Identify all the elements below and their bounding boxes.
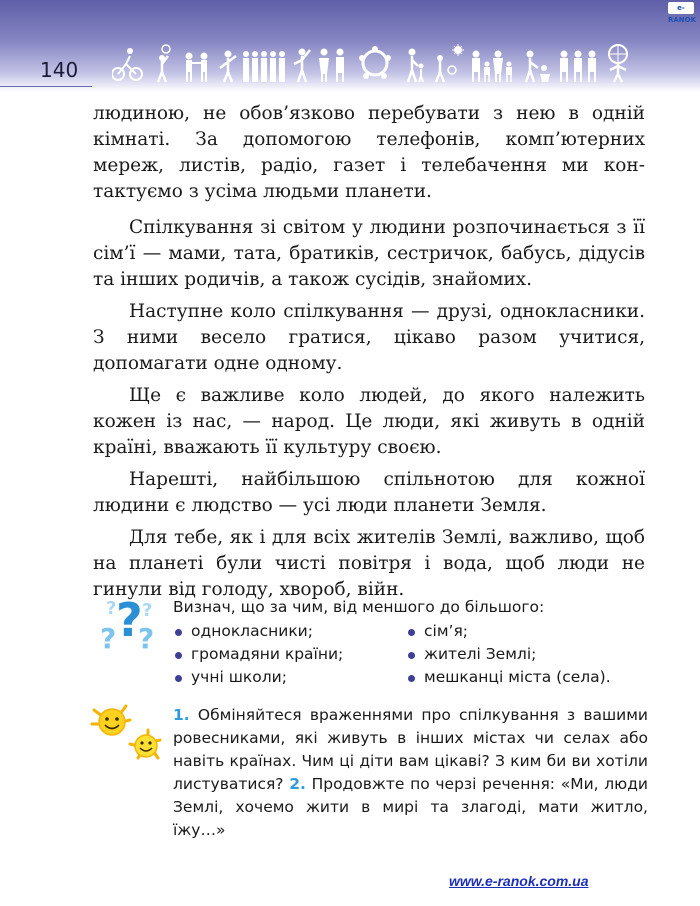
exercise-order	[173, 596, 648, 689]
person-with-ball-icon	[158, 45, 170, 82]
task-number: 1.	[173, 706, 190, 724]
page-header	[0, 0, 700, 92]
cyclist-icon	[112, 48, 142, 80]
list-item: сім’я;	[406, 620, 611, 643]
page-number: 140	[40, 58, 79, 82]
paragraph: Спілкування зі світом у людини розпочинається з її сім’ї — мами, тата, братиків, сестричок, бабусь, дідусів та інших родичів, а також сусідів, знайомих.	[93, 217, 645, 290]
list-item: жителі Землі;	[406, 643, 611, 666]
header-rule	[0, 86, 92, 87]
svg-text:?: ?	[106, 598, 117, 619]
parent-child-icon	[408, 49, 424, 83]
paragraph: Нарешті, найбільшою спільнотою для кожної людини є людство — усі люди планети Земля.	[93, 469, 645, 516]
paragraph: Ще є важливе коло людей, до якого належить кожен із нас, — народ. Це люди, які живуть в одній країні, вважають її культуру своєю.	[93, 385, 645, 458]
header-icon-strip	[112, 44, 647, 84]
exercise-discussion	[173, 704, 648, 842]
two-adults-icon	[319, 49, 344, 83]
task-text: Обміняйтеся враженнями про спілкування з вашими ровесниками, які живуть в інших містах чи селах або навіть країнах. Чим ці діти вам цікаві? З ким би ви хотіли листуватися?	[173, 706, 648, 793]
right-list	[406, 620, 611, 689]
group-crowd-icon	[243, 51, 285, 82]
question-marks-icon	[98, 590, 162, 656]
svg-text:?: ?	[138, 622, 155, 655]
two-people-icon	[186, 53, 208, 83]
svg-text:?: ?	[116, 593, 143, 647]
list-item: мешканці міста (села).	[406, 666, 611, 689]
publisher-logo[interactable]: e-RANOK	[668, 4, 697, 24]
person-reaching-icon	[294, 49, 310, 83]
svg-text:?: ?	[142, 600, 153, 621]
left-list	[173, 620, 406, 689]
exercise-prompt: Визнач, що за чим, від меншого до більшого:	[173, 598, 545, 616]
globe-person-icon	[609, 45, 627, 82]
family-walking-icon	[472, 51, 512, 83]
paragraph: Наступне коло спілкування — друзі, однокласники. З ними весело гратися, цікаво разом учитися, допомагати одне одному.	[93, 301, 645, 374]
person-helping-icon	[526, 51, 550, 83]
list-item: однокласники;	[173, 620, 406, 643]
list-item: громадяни країни;	[173, 643, 406, 666]
circle-of-people-icon	[359, 46, 391, 79]
paragraph: Для тебе, як і для всіх жителів Землі, важливо, щоб на планеті були чисті повітря і вода, щоб люди не гинули від голоду, хвороб, війн.	[93, 527, 645, 600]
people-globe-icon	[560, 51, 596, 83]
paragraph: людиною, не обов’язково перебувати з нею в одній кімнаті. За допомогою телефонів, комп’ютерних мереж, листів, радіо, газет і телебачення ми контактуємо з усіма людьми планети.	[93, 103, 645, 202]
list-item: учні школи;	[173, 666, 406, 689]
person-waving-icon	[220, 51, 236, 83]
smiling-suns-icon	[90, 700, 164, 762]
main-text	[93, 101, 645, 609]
svg-text:?: ?	[100, 622, 117, 655]
task-text: Продовжте по черзі речення: «Ми, люди Землі, хочемо жити в мирі та злагоді, мати житло, їжу…»	[173, 775, 648, 839]
publisher-website-link[interactable]: www.e-ranok.com.ua	[449, 873, 589, 889]
sun-family-icon	[436, 44, 464, 82]
task-number: 2.	[289, 775, 306, 793]
